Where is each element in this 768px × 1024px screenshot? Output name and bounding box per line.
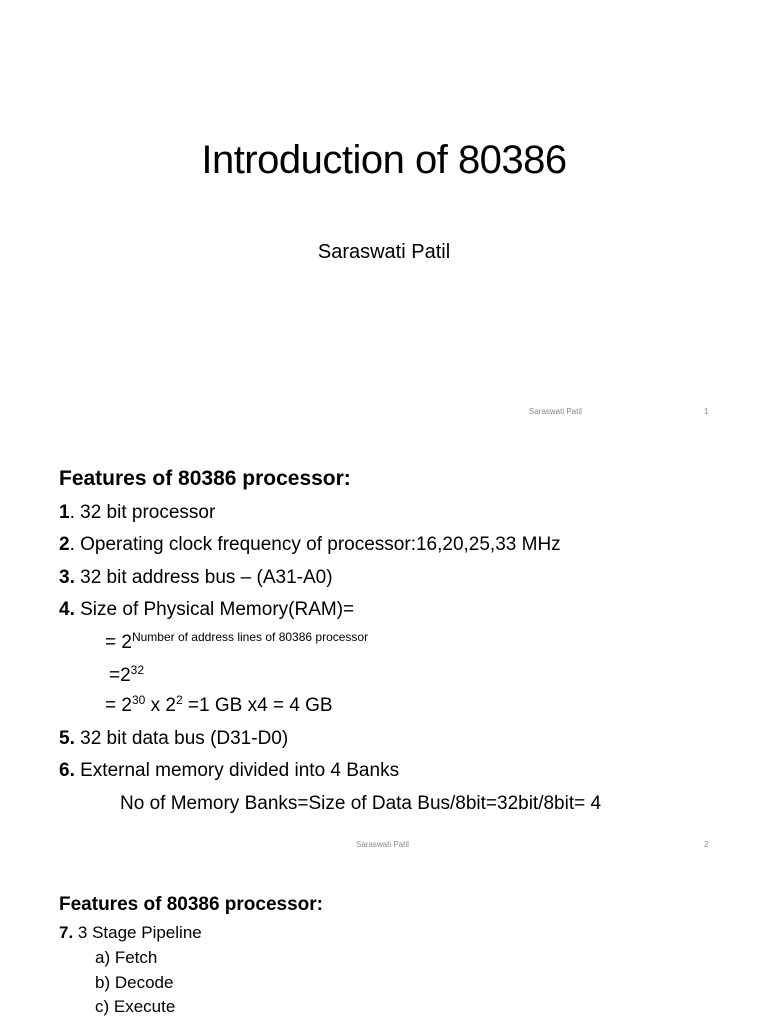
slide-2: [0, 430, 768, 860]
item-number: 3.: [59, 567, 75, 588]
item-text: Size of Physical Memory(RAM)=: [74, 599, 355, 620]
page-number: 1: [704, 407, 709, 416]
page-number: 2: [704, 840, 709, 849]
memory-formula-line: = $2^{Number of address lines of 80386 processor}$: [105, 630, 369, 653]
slide-footer: Saraswati Patil: [356, 840, 409, 849]
superscript: 30: [131, 693, 146, 707]
sub-item: a) Fetch: [95, 948, 158, 967]
feature-item: [59, 599, 354, 621]
feature-item: [59, 728, 288, 750]
item-number: 4.: [59, 599, 75, 620]
slide-3: [0, 860, 768, 1024]
item-text: 3 Stage Pipeline: [73, 923, 202, 942]
item-text: 32 bit processor: [74, 502, 216, 523]
item-number: 5.: [59, 728, 75, 749]
memory-formula-line: = $2^{30}$ x $2^2 =1$ GB x4 = 4 GB: [105, 693, 333, 716]
item-text: 32 bit data bus (D31-D0): [74, 728, 289, 749]
item-number: 1: [59, 502, 70, 523]
feature-item: 1. 32 bit processor: [59, 502, 216, 523]
memory-formula-line: $=2^{32}$: [109, 663, 145, 686]
sub-item: c) Execute: [95, 997, 176, 1016]
feature-item: [59, 760, 399, 782]
superscript: 32: [130, 663, 145, 677]
feature-item: 2. Operating clock frequency of processor:16,20,25,33 MHz: [59, 534, 561, 555]
slide-1: [0, 0, 768, 430]
superscript: Number of address lines of 80386 processor: [131, 630, 369, 644]
banks-formula: No of Memory Banks=Size of Data Bus/8bit=32bit/8bit= 4: [120, 793, 602, 814]
item-number: 7.: [59, 923, 74, 942]
item-text: 32 bit address bus – (A31-A0): [74, 567, 333, 588]
superscript: 2: [175, 693, 183, 707]
item-text: External memory divided into 4 Banks: [74, 760, 400, 781]
slide-heading: Features of 80386 processor:: [59, 894, 324, 915]
slide-footer: Saraswati Patil: [529, 407, 582, 416]
slide-title: Introduction of 80386: [201, 138, 567, 182]
feature-item: [59, 923, 202, 943]
item-text: Operating clock frequency of processor:16,20,25,33 MHz: [74, 534, 561, 555]
slide-heading: Features of 80386 processor:: [59, 467, 351, 490]
slide-subtitle: Saraswati Patil: [317, 241, 451, 263]
sub-item: b) Decode: [95, 973, 174, 992]
item-number: 2: [59, 534, 70, 555]
item-number: 6.: [59, 760, 75, 781]
feature-item: [59, 567, 333, 589]
